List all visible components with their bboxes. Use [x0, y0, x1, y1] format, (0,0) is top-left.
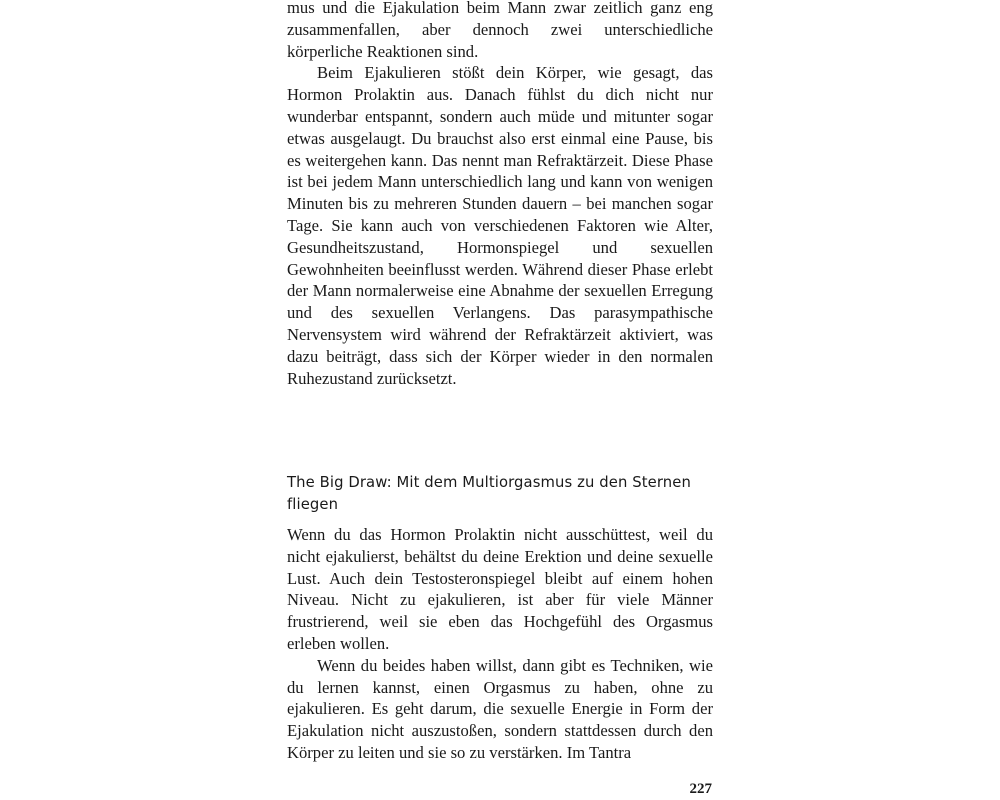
- section-heading: The Big Draw: Mit dem Multiorgasmus zu den Sternen fliegen: [287, 474, 691, 513]
- paragraph-continuation: mus und die Ejakulation beim Mann zwar zeitlich ganz eng zusammenfallen, aber dennoch zwei unterschiedliche körperliche Reaktionen sind.: [287, 0, 713, 61]
- text-block-bottom: [287, 524, 713, 764]
- paragraph-techniques: Wenn du beides haben willst, dann gibt es Techniken, wie du lernen kannst, einen Orgasmus zu haben, ohne zu ejakulieren. Es geht darum, die sexuelle Energie in Form der Ejakulation nicht auszustoßen, sondern stattdessen durch den Körper zu leiten und sie so zu verstärken. Im Tantra: [287, 655, 713, 762]
- page-number: 227: [689, 781, 712, 797]
- paragraph-prolactin: Wenn du das Hormon Prolaktin nicht ausschüttest, weil du nicht ejakulierst, behältst du deine Erektion und deine sexuelle Lust. Auch dein Testosteronspiegel bleibt auf einem hohen Niveau. Nicht zu ejakulieren, ist aber für viele Männer frustrierend, weil sie eben das Hochgefühl des Orgasmus erleben wollen.: [287, 525, 713, 653]
- text-block-top: [287, 0, 713, 389]
- paragraph-refractory-period: Beim Ejakulieren stößt dein Körper, wie gesagt, das Hormon Prolaktin aus. Danach fühlst du dich nicht nur wunderbar entspannt, sondern auch müde und mitunter sogar etwas ausgelaugt. Du brauchst also erst einmal eine Pause, bis es weitergehen kann. Das nennt man Refraktärzeit. Diese Phase ist bei jedem Mann unterschiedlich lang und kann von wenigen Minuten bis zu mehreren Stunden dauern – bei manchen sogar Tage. Sie kann auch von verschiedenen Faktoren wie Alter, Gesundheitszustand, Hormonspiegel und sexuellen Gewohnheiten beeinflusst werden. Während dieser Phase erlebt der Mann normalerweise eine Abnahme der sexuellen Erregung und des sexuellen Verlangens. Das parasympathische Nervensystem wird während der Refraktärzeit aktiviert, was dazu beiträgt, dass sich der Körper wieder in den normalen Ruhezustand zurücksetzt.: [287, 63, 713, 388]
